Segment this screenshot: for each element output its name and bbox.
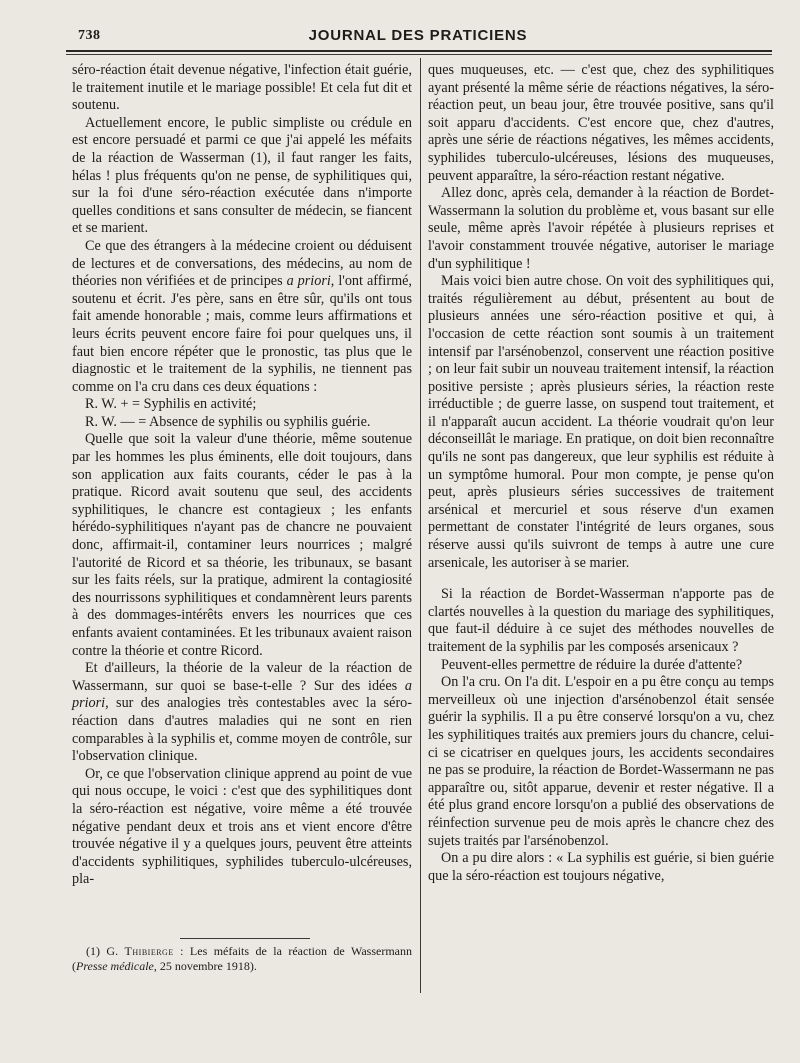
italic-text: a priori [286, 273, 331, 290]
page-number: 738 [78, 28, 101, 43]
paragraph: Or, ce que l'observation clinique apprend au point de vue qui nous occupe, le voici : c'est que des syphilitiques dont la séro-réaction est négative, voire même a été trouvée négative pendant deux et trois ans et vient encore d'être trouvée négative il y a quelques jours, peuvent être atteints d'accidents syphilitiques, syphilides tuberculo-ulcéreuses, pla- [72, 765, 412, 888]
equation-negative: R. W. — = Absence de syphilis ou syphilis guérie. [85, 413, 371, 430]
footnote-title: : Les méfaits de la réaction de Wassermann ( [72, 944, 412, 973]
paragraph: On l'a cru. On l'a dit. L'espoir en a pu être conçu au temps merveilleux où une injection d'arsénobenzol était sensée guérir la syphilis. Il a pu être conservé lorsqu'on a vu, chez les syphilitiques traités aux premiers jours du chancre, celui-ci se cicatriser en quelques jours, les accidents secondaires ne pas se produire, la réaction de Bordet-Wassermann ne pas apparaître ou, sitôt apparue, devenir et rester négative. Il a été plus grand encore lorsqu'on a publié des observations de réinfection survenue peu de mois après le chancre chez des sujets traités par l'arsénobenzol. [428, 674, 774, 849]
column-divider [420, 58, 421, 993]
paragraph [72, 660, 412, 766]
footnote-author: Thibierge [124, 944, 174, 958]
paragraph: On a pu dire alors : « La syphilis est guérie, si bien guérie que la séro-réaction est toujours négative, [428, 850, 774, 884]
right-column [428, 62, 774, 885]
text-run: , l'ont affirmé, soutenu et écrit. J'es père, sans en être sûr, qu'ils ont tous fait amende honorable ; mais, comme leurs affirmations et leurs écrits peuvent encore faire foi pour quelques uns, il faut bien encore répéter que le pronostic, tas plus que le diagnostic et le traitement de la syphilis, ne tiennent pas comme on l'a cru dans ces deux équations : [72, 273, 412, 395]
paragraph: Peuvent-elles permettre de réduire la durée d'attente? [441, 656, 743, 673]
header-rule-thin [66, 54, 772, 55]
footnote-rule [180, 938, 310, 939]
left-column [72, 62, 412, 889]
paragraph: Actuellement encore, le public simpliste ou crédule en est encore persuadé et parmi ce que j'ai appelé les méfaits de la réaction de Wasserman (1), il faut ranger les faits, hélas ! plus fréquents qu'on ne pense, de syphilitiques qui, sur la foi d'une séro-réaction exécutée dans n'importe quelles conditions et sans consulter de médecin, se fiancent et se marient. [72, 114, 412, 237]
journal-title: JOURNAL DES PRATICIENS [308, 27, 528, 44]
paragraph: Allez donc, après cela, demander à la réaction de Bordet-Wassermann la solution du problème et, vous basant sur elle seule, même après l'avoir répétée à plusieurs reprises et l'avoir constamment trouvée négative, autoriser le mariage d'un syphilitique ! [428, 185, 774, 272]
footnote-journal: Presse médicale [76, 959, 154, 973]
equation-positive: R. W. + = Syphilis en activité; [85, 396, 257, 413]
text-run: , sur des analogies très contestables avec la séro-réaction dans d'autres maladies qui ne sont en rien comparables à la syphilis et, comme moyen de contrôle, sur l'observation clinique. [72, 695, 412, 765]
footnote-text [72, 944, 412, 974]
paragraph: Quelle que soit la valeur d'une théorie, même soutenue par les hommes les plus éminents, elle doit toujours, dans son application aux faits courants, céder le pas à la pratique. Ricord avait soutenu que seul, des accidents syphilitiques, le chancre est contagieux ; les enfants hérédo-syphilitiques n'ayant pas de chancre ne pouvaient donc, affirmait-il, contaminer leurs nourrices ; malgré l'autorité de Ricord et sa théorie, les tribunaux, se basant sur les faits réels, sur la pratique, admirent la contagiosité des nourrissons syphilitiques et condamnèrent leurs parents à des dommages-intérêts envers les nourrices que ces enfants avaient contaminées. Et les tribunaux avaient raison contre la théorie et contre Ricord. [72, 431, 412, 659]
footnote-marker: (1) G. [86, 944, 125, 958]
paragraph: ques muqueuses, etc. — c'est que, chez des syphilitiques ayant présenté la même série de réactions négatives, la séro-réaction peut, un beau jour, être trouvée positive, sans qu'il soit apparu d'accidents. C'est encore que, chez d'autres, après une série de réactions négatives, les mêmes accidents, syphilides tuberculo-ulcéreuses, lésions des muqueuses, peuvent apparaître, la séro-réaction restant négative. [428, 62, 774, 184]
page-header [66, 22, 770, 52]
italic-text: a priori [72, 677, 412, 712]
footnote-date: , 25 novembre 1918). [153, 959, 257, 973]
text-run: Ce que des étrangers à la médecine croient ou déduisent de lectures et de conversations, des médecins, au nom de théories non vérifiées et de principes [72, 237, 412, 290]
paragraph: séro-réaction était devenue négative, l'infection était guérie, le traitement inutile et le mariage possible! Et cela fut dit et soutenu. [72, 62, 412, 114]
paragraph: Si la réaction de Bordet-Wasserman n'apporte pas de clartés nouvelles à la question du mariage des syphilitiques, que faut-il déduire à ce sujet des méthodes nouvelles de traitement de la syphilis par les composés arsenicaux ? [428, 586, 774, 655]
paragraph [72, 238, 412, 396]
paragraph: Mais voici bien autre chose. On voit des syphilitiques qui, traités régulièrement au début, présentent au bout de plusieurs années une séro-réaction positive et qui, à l'occasion de cette réaction sont soumis à un traitement intensif par l'arsénobenzol, conservent une réaction positive ; on leur fait subir un nouveau traitement intensif, la réaction positive persiste ; après plusieurs séries, la réaction reste irréductible ; de guerre lasse, on suspend tout traitement, et il n'apparaît aucun accident. La théorie voudrait qu'on leur déconseillât le mariage. En pratique, on doit bien reconnaître qu'ils ne sont pas dangereux, que leur syphilis est réduite à un symptôme humoral. Pour mon compte, je pense qu'on peut, après plusieurs séries successives de traitement arsénical et mercuriel et sous réserve d'un examen permettant de constater l'intégrité de leurs organes, sous réserve aussi qu'ils suivront de temps à autre une cure arsenicale, les autoriser à se marier. [428, 273, 774, 571]
footnote [72, 944, 412, 974]
header-rule-thick [66, 50, 772, 52]
text-run: Et d'ailleurs, la théorie de la valeur de la réaction de Wassermann, sur quoi se base-t-elle ? Sur des idées [72, 660, 412, 694]
